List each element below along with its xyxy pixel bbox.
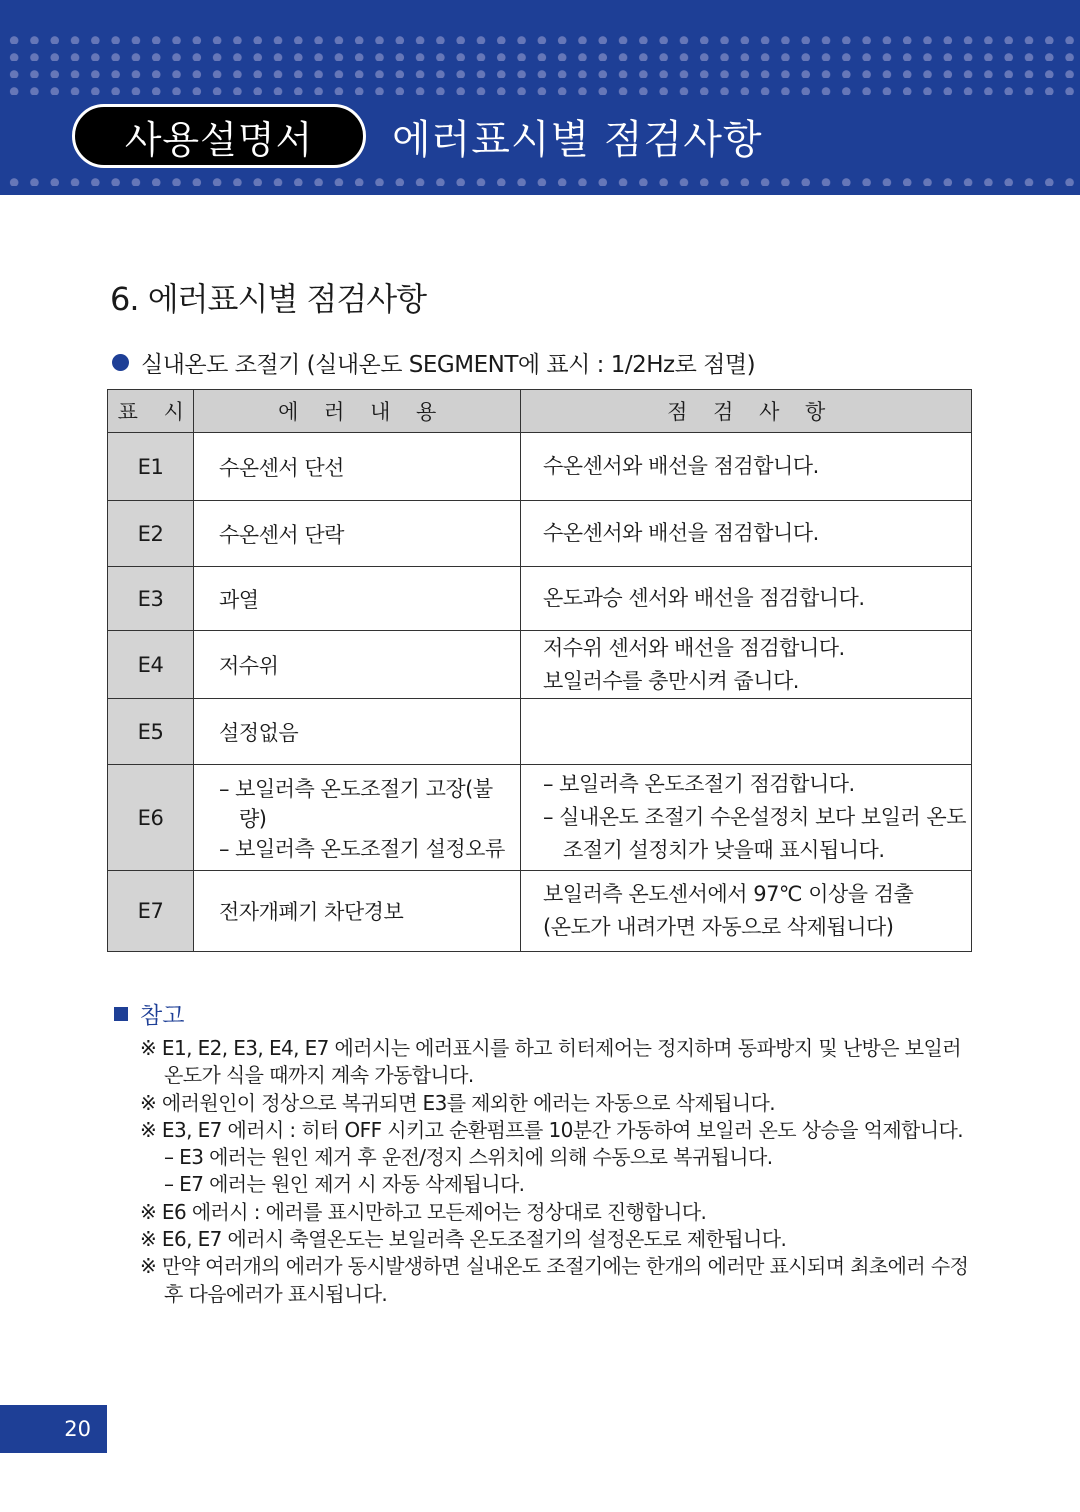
error-code: E2 (108, 501, 194, 567)
reference-heading: 참고 (114, 997, 184, 1030)
error-description (194, 871, 521, 952)
error-code: E7 (108, 871, 194, 952)
note-item: ※ 에러원인이 정상으로 복귀되면 E3를 제외한 에러는 자동으로 삭제됩니다. (140, 1090, 776, 1115)
col-header: 표 시 (108, 390, 194, 433)
note-item: ※ E6, E7 에러시 축열온도는 보일러측 온도조절기의 설정온도로 제한됩니다. (140, 1227, 787, 1252)
check-item (521, 501, 972, 567)
cell-line: 온도과승 센서와 배선을 점검합니다. (543, 586, 865, 610)
error-code: E5 (108, 699, 194, 765)
error-description (194, 699, 521, 765)
cell-line: – 보일러측 온도조절기 설정오류 (219, 836, 505, 861)
check-item (521, 567, 972, 631)
check-item (521, 765, 972, 871)
error-description (194, 567, 521, 631)
error-code: E4 (108, 631, 194, 699)
table-row (108, 567, 972, 631)
header-band (0, 0, 1080, 195)
cell-line: – 실내온도 조절기 수온설정치 보다 보일러 온도조절기 설정치가 낮을때 표시됩니다. (543, 805, 966, 862)
check-item (521, 631, 972, 699)
check-item (521, 871, 972, 952)
error-code: E3 (108, 567, 194, 631)
cell-line: – 보일러측 온도조절기 고장(불량) (219, 776, 493, 831)
check-item (521, 433, 972, 501)
cell-line: 수온센서 단선 (219, 455, 344, 480)
col-header: 점 검 사 항 (521, 390, 972, 433)
cell-line: 수온센서와 배선을 점검합니다. (543, 521, 819, 545)
note-item: ※ E6 에러시 : 에러를 표시만하고 모든제어는 정상대로 진행합니다. (140, 1199, 707, 1224)
cell-line: 보일러측 온도센서에서 97℃ 이상을 검출 (543, 882, 914, 906)
dot-pattern (0, 83, 1080, 95)
cell-line: 수온센서 단락 (219, 522, 344, 547)
cell-line: 전자개폐기 차단경보 (219, 900, 404, 924)
square-icon (114, 1007, 128, 1021)
cell-line: 수온센서와 배선을 점검합니다. (543, 454, 819, 478)
cell-line: 보일러수를 충만시켜 줍니다. (543, 668, 799, 693)
bullet-icon (112, 354, 129, 371)
note-item: ※ E1, E2, E3, E4, E7 에러시는 에러표시를 하고 히터제어는 정지하며 동파방지 및 난방은 보일러 온도가 식을 때까지 계속 가동합니다. (140, 1036, 961, 1088)
subtitle: 실내온도 조절기 (실내온도 SEGMENT에 표시 : 1/2Hz로 점멸) (112, 346, 755, 379)
error-description (194, 433, 521, 501)
dot-pattern (0, 32, 1080, 44)
error-description (194, 765, 521, 871)
error-code: E6 (108, 765, 194, 871)
note-item: ※ 만약 여러개의 에러가 동시발생하면 실내온도 조절기에는 한개의 에러만 표시되며 최초에러 수정 후 다음에러가 표시됩니다. (140, 1254, 969, 1306)
dot-pattern (0, 174, 1080, 186)
manual-badge: 사용설명서 (72, 104, 366, 168)
table-row (108, 699, 972, 765)
table-row (108, 871, 972, 952)
section-title: 6. 에러표시별 점검사항 (110, 280, 427, 318)
note-item: ※ E3, E7 에러시 : 히터 OFF 시키고 순환펌프를 10분간 가동하여 보일러 온도 상승을 억제합니다. (140, 1117, 963, 1142)
table-row (108, 765, 972, 871)
table-row (108, 501, 972, 567)
dot-pattern (0, 66, 1080, 78)
cell-line: (온도가 내려가면 자동으로 삭제됩니다) (543, 915, 894, 939)
check-item (521, 699, 972, 765)
error-description (194, 631, 521, 699)
cell-line: – 보일러측 온도조절기 점검합니다. (543, 772, 855, 796)
cell-line: 저수위 (219, 653, 279, 678)
col-header: 에 러 내 용 (194, 390, 521, 433)
error-table (107, 389, 972, 952)
cell-line: 설정없음 (219, 720, 299, 745)
table-row (108, 631, 972, 699)
note-item: – E7 에러는 원인 제거 시 자동 삭제됩니다. (164, 1172, 525, 1197)
cell-line: 저수위 센서와 배선을 점검합니다. (543, 635, 845, 660)
error-description (194, 501, 521, 567)
error-code: E1 (108, 433, 194, 501)
dot-pattern (0, 49, 1080, 61)
reference-notes (140, 1035, 980, 1308)
page-number: 20 (0, 1405, 107, 1453)
header-title: 에러표시별 점검사항 (392, 117, 763, 163)
cell-line: 과열 (219, 587, 259, 612)
note-item: – E3 에러는 원인 제거 후 운전/정지 스위치에 의해 수동으로 복귀됩니다. (164, 1145, 773, 1170)
table-row (108, 433, 972, 501)
